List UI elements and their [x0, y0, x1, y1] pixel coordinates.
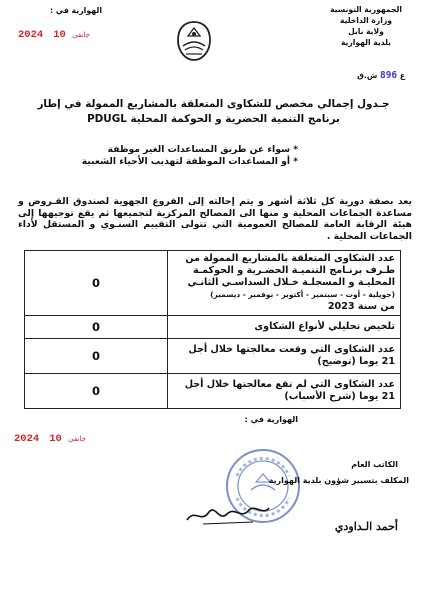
table-cell-value: 0: [25, 339, 168, 374]
intro-paragraph: يعد بصفة دورية كل ثلاثة أشهر و يتم إحالته إلى الفروع الجهوية لصندوق القـروض و مساعدة الجماعات المحلية و منها الى المصالح المركزية لتجميعها ثم يقع توجيهها إلى هيئة الرقابة العامة للمصالح العمومية التي تتولى التقييم السنـوي و المستقل لأداء الجماعات المحلية .: [18, 196, 412, 242]
table-cell-label: عدد الشكاوى التي وقعت معالجتها خلال أجل 21 يوما (توضيح): [168, 339, 401, 374]
date-stamp: [18, 29, 90, 41]
municipality-emblem-icon: [175, 20, 213, 62]
table-row: [25, 374, 401, 409]
footer-date-stamp: [14, 433, 86, 445]
letterhead-block: [323, 4, 409, 48]
table-cell-label: [168, 251, 401, 316]
title-line-2: برنامج التنمية الحضرية و الحوكمة المحلية PDUGL: [87, 113, 340, 125]
complaints-table: [24, 250, 401, 409]
row-months: (جويلية - أوت - سبتمبر - أكتوبر - نوفمبر - ديسمبر): [210, 290, 395, 299]
table-cell-label: عدد الشكاوى التي لم تقع معالجتها خلال أجل 21 يوما (شرح الأسباب): [168, 374, 401, 409]
date-day: 10: [53, 29, 66, 41]
title-line-1: جـدول إجمالي مخصص للشكاوى المتعلقة بالمشاريع الممولة في إطار: [37, 98, 390, 110]
reference-number: [357, 70, 405, 81]
letterhead-line: الجمهورية التونسية: [330, 5, 402, 14]
date-month: جانفي: [72, 31, 90, 39]
letterhead-line: وزارة الداخلية: [340, 16, 392, 25]
signatory-name: أحمد الـداودي: [334, 520, 398, 533]
date-day: 10: [49, 433, 62, 445]
reference-number-value: 896: [379, 70, 398, 81]
table-row: [25, 316, 401, 339]
bullet-item: * سواء عن طريق المساعدات الغير موظفة: [107, 144, 298, 155]
reference-prefix: ع: [399, 71, 405, 80]
signature-icon: [183, 498, 273, 528]
footer-place-label: الهوارية في :: [244, 415, 298, 424]
table-row: [25, 251, 401, 316]
bullet-item: * أو المساعدات الموظفة لتهذيب الأحياء الشعبية: [81, 156, 298, 167]
secretary-title: الكاتب العام: [351, 460, 398, 469]
date-year: 2024: [14, 433, 40, 445]
secretary-role: المكلف بتسيير شؤون بلدية الهوارية: [268, 476, 409, 485]
letterhead-line: بلدية الهوارية: [340, 38, 392, 47]
table-cell-value: 0: [25, 316, 168, 339]
place-label: الهوارية في :: [50, 6, 102, 15]
table-cell-value: 0: [25, 374, 168, 409]
document-title: [20, 97, 407, 127]
bullet-list: [82, 144, 298, 168]
reference-suffix: ش.ق: [357, 71, 378, 80]
row-label: عدد الشكاوى المتعلقة بالمشاريع الممولة من طـرف برنـامج التنميـة الحضـرية و الحوكمـة المحليـة و المسجلـة خـلال السداسـي الثانـي: [185, 253, 395, 288]
letterhead-line: ولاية نابل: [348, 27, 384, 36]
date-month: جانفي: [68, 435, 86, 443]
table-row: [25, 339, 401, 374]
date-year: 2024: [18, 29, 44, 41]
row-year: من سنة 2023: [327, 301, 395, 312]
table-cell-label: تلخيص تحليلي لأنواع الشكاوى: [168, 316, 401, 339]
table-cell-value: 0: [25, 251, 168, 316]
